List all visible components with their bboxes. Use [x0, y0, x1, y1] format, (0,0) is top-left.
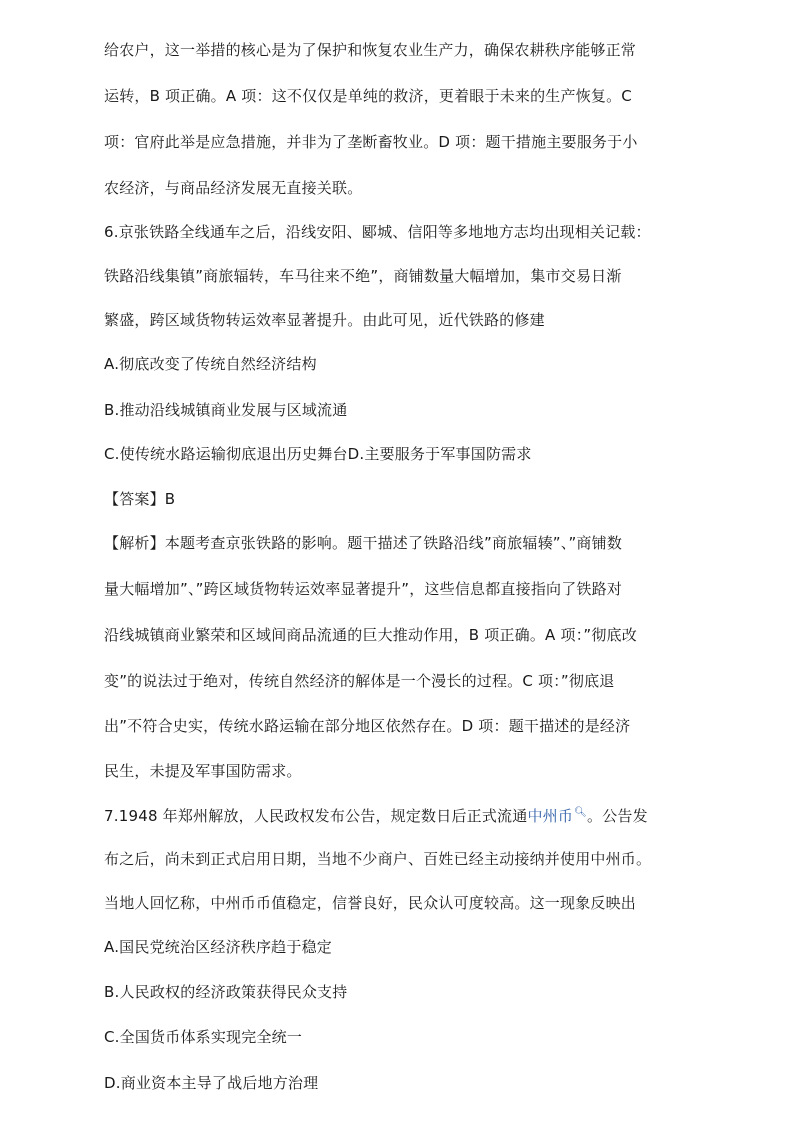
question-6-analysis: 量大幅增加”、”跨区域货物转运效率显著提升”，这些信息都直接指向了铁路对	[104, 580, 623, 598]
question-6-options-c-d: C.使传统水路运输彻底退出历史舞台D.主要服务于军事国防需求	[104, 445, 532, 463]
question-6-analysis: 沿线城镇商业繁荣和区域间商品流通的巨大推动作用，B 项正确。A 项：”彻底改	[104, 626, 637, 644]
question-7-stem-text: 。公告发	[586, 807, 648, 825]
search-icon[interactable]: 🔍︎	[574, 807, 587, 818]
question-6-analysis: 民生，未提及军事国防需求。	[104, 762, 302, 780]
passage-line: 给农户，这一举措的核心是为了保护和恢复农业生产力，确保农耕秩序能够正常	[104, 41, 637, 59]
question-6-analysis: 【解析】本题考查京张铁路的影响。题干描述了铁路沿线”商旅辐辏”、”商铺数	[104, 534, 623, 552]
question-7-stem	[104, 803, 648, 826]
question-7-stem: 当地人回忆称，中州币币值稳定，信誉良好，民众认可度较高。这一现象反映出	[104, 894, 637, 912]
question-6-answer: 【答案】B	[104, 490, 176, 508]
question-6-option-a: A.彻底改变了传统自然经济结构	[104, 355, 317, 373]
question-6-analysis: 变”的说法过于绝对，传统自然经济的解体是一个漫长的过程。C 项：”彻底退	[104, 672, 615, 690]
passage-line: 农经济，与商品经济发展无直接关联。	[104, 179, 363, 197]
question-6-stem: 繁盛，跨区域货物转运效率显著提升。由此可见，近代铁路的修建	[104, 311, 545, 329]
question-6-stem: 6.京张铁路全线通车之后，沿线安阳、郾城、信阳等多地地方志均出现相关记载：	[104, 223, 651, 241]
question-7-option-d: D.商业资本主导了战后地方治理	[104, 1074, 319, 1092]
zhongzhou-currency-link[interactable]: 中州币	[527, 807, 574, 825]
question-6-option-b: B.推动沿线城镇商业发展与区域流通	[104, 401, 348, 419]
question-7-stem-text: 7.1948 年郑州解放，人民政权发布公告，规定数日后正式流通	[104, 807, 528, 825]
question-7-option-c: C.全国货币体系实现完全统一	[104, 1028, 303, 1046]
question-7-option-b: B.人民政权的经济政策获得民众支持	[104, 983, 348, 1001]
question-6-stem: 铁路沿线集镇”商旅辐转，车马往来不绝”，商铺数量大幅增加，集市交易日渐	[104, 267, 622, 285]
question-7-stem: 布之后，尚未到正式启用日期，当地不少商户、百姓已经主动接纳并使用中州币。	[104, 850, 652, 868]
passage-line: 项：官府此举是应急措施，并非为了垄断畜牧业。D 项：题干措施主要服务于小	[104, 133, 638, 151]
question-7-option-a: A.国民党统治区经济秩序趋于稳定	[104, 938, 332, 956]
question-6-analysis: 出”不符合史实，传统水路运输在部分地区依然存在。D 项：题干描述的是经济	[104, 717, 631, 735]
passage-line: 运转，B 项正确。A 项：这不仅仅是单纯的救济，更着眼于未来的生产恢复。C	[104, 87, 632, 105]
